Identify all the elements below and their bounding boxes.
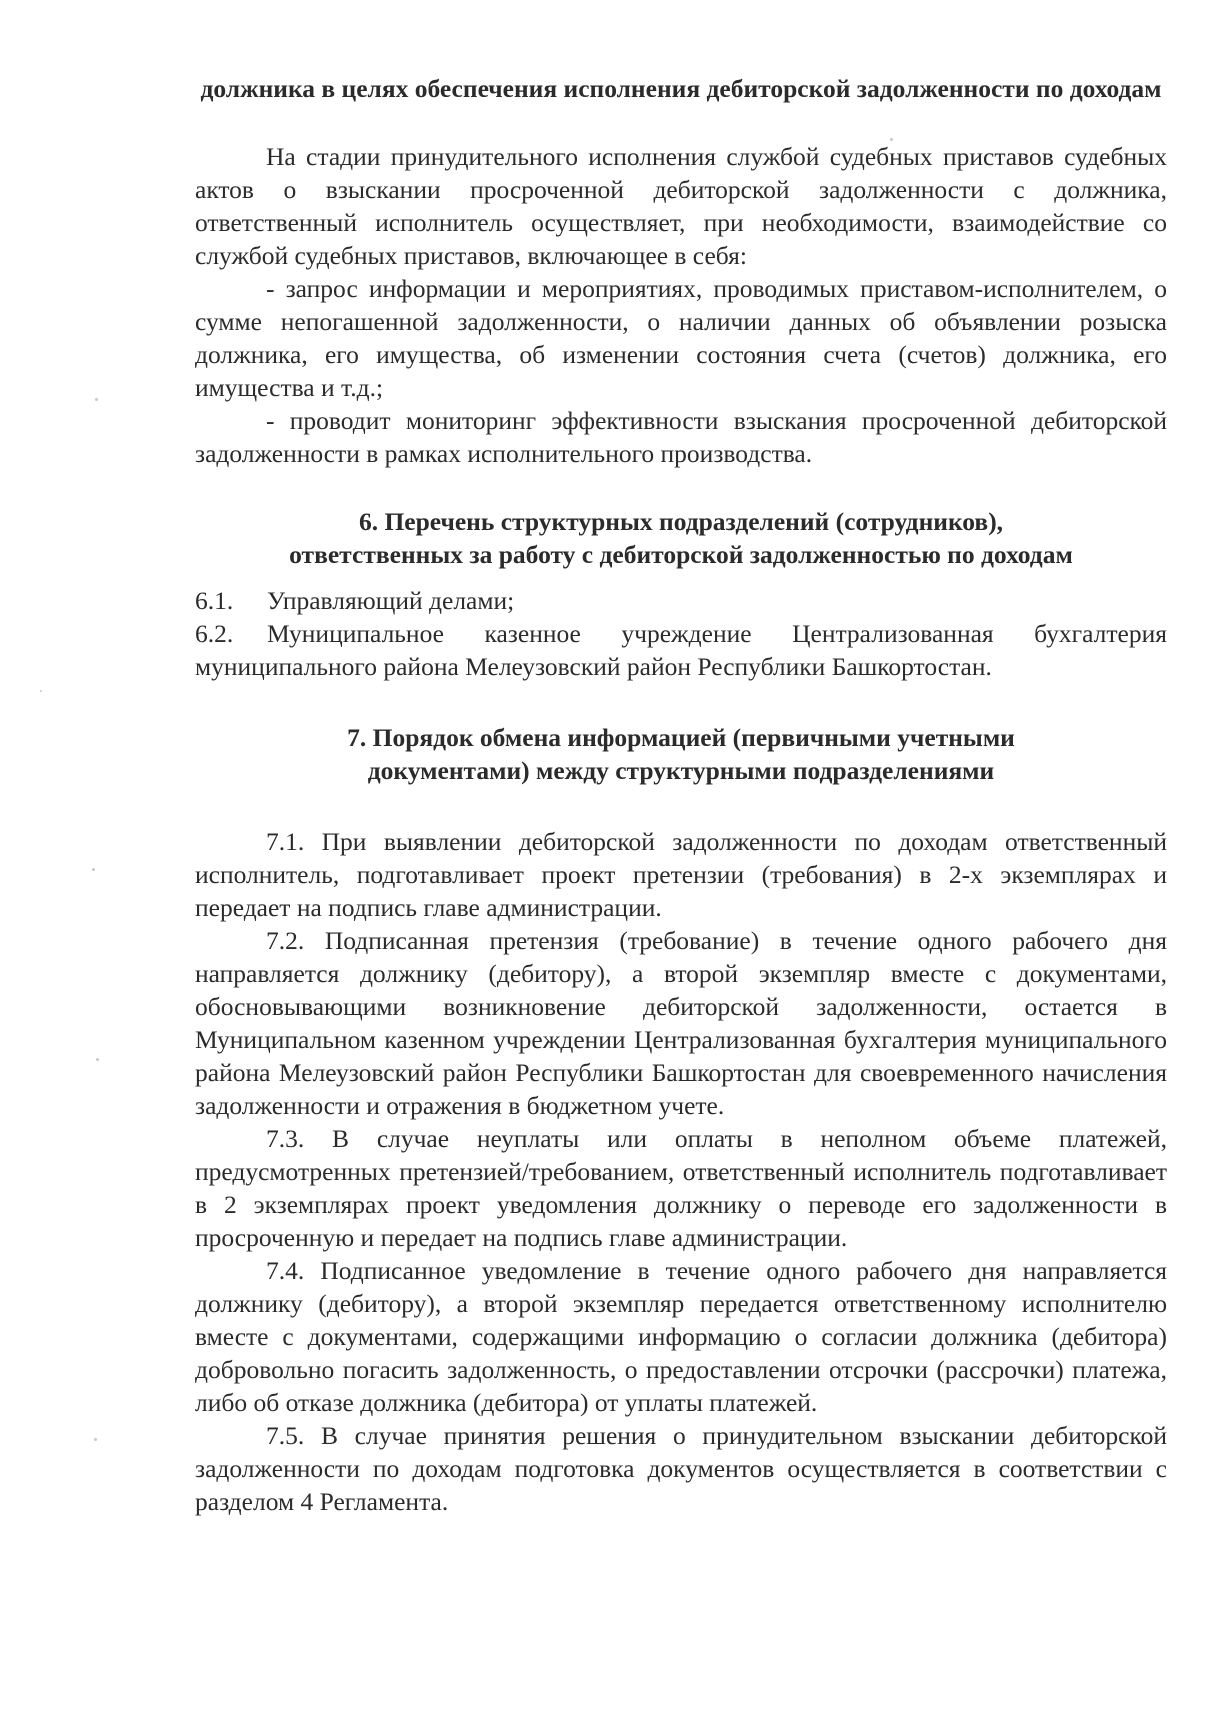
section-7-paragraph: 7.3. В случае неуплаты или оплаты в неполном объеме платежей, предусмотренных претензией/требованием, ответственный исполнитель подготавливает в 2 экземплярах проект уведомления должнику о переводе его задолженности в просроченную и передает на подпись главе администрации. <box>195 1124 1167 1252</box>
section-7-paragraph: 7.5. В случае принятия решения о принудительном взыскании дебиторской задолженности по доходам подготовка документов осуществляется в соответствии с разделом 4 Регламента. <box>195 1421 1167 1516</box>
scan-speck <box>94 1438 97 1441</box>
intro-paragraph: На стадии принудительного исполнения службой судебных приставов судебных актов о взыскании просроченной дебиторской задолженности с должника, ответственный исполнитель осуществляет, при необходимости, взаимодействие со службой судебных приставов, включающее в себя: <box>195 142 1167 270</box>
section-6-item <box>195 617 1167 683</box>
intro-paragraph: - запрос информации и мероприятиях, проводимых приставом-исполнителем, о сумме непогашенной задолженности, о наличии данных об объявлении розыска должника, его имущества, об изменении состояния счета (счетов) должника, его имущества и т.д.; <box>195 274 1167 402</box>
scan-speck <box>40 690 42 692</box>
section-6-heading <box>195 505 1167 571</box>
section-7-paragraph: 7.4. Подписанное уведомление в течение одного рабочего дня направляется должнику (дебитору), а второй экземпляр передается ответственному исполнителю вместе с документами, содержащими информацию о согласии должника (дебитора) добровольно погасить задолженность, о предоставлении отсрочки (рассрочки) платежа, либо об отказе должника (дебитора) от уплаты платежей. <box>195 1256 1167 1417</box>
scan-speck <box>96 1058 99 1061</box>
section-7-paragraph: 7.1. При выявлении дебиторской задолженности по доходам ответственный исполнитель, подготавливает проект претензии (требования) в 2-х экземплярах и передает на подпись главе администрации. <box>195 827 1167 922</box>
item-text: Управляющий делами; <box>267 586 515 615</box>
item-number: 6.1. <box>195 586 234 615</box>
intro-paragraph: - проводит мониторинг эффективности взыскания просроченной дебиторской задолженности в рамках исполнительного производства. <box>195 406 1167 468</box>
document-body <box>195 72 1167 1518</box>
item-number: 6.2. <box>195 619 234 648</box>
section-6-heading-line-1: 6. Перечень структурных подразделений (сотрудников), <box>358 507 1004 536</box>
item-text: Муниципальное казенное учреждение Централизованная бухгалтерия муниципального района Мелеузовский район Республики Башкортостан. <box>195 619 1167 681</box>
section-7-heading-line-1: 7. Порядок обмена информацией (первичными учетными <box>347 723 1015 752</box>
section-7-heading-line-2: документами) между структурными подразделениями <box>367 756 995 785</box>
section-7-paragraph: 7.2. Подписанная претензия (требование) в течение одного рабочего дня направляется должнику (дебитору), а второй экземпляр вместе с документами, обосновывающими возникновение дебиторской задолженности, остается в Муниципальном казенном учреждении Централизованная бухгалтерия муниципального района Мелеузовский район Республики Башкортостан для своевременного начисления задолженности и отражения в бюджетном учете. <box>195 926 1167 1120</box>
section-6-item <box>195 584 1167 617</box>
scan-speck <box>92 868 95 871</box>
scan-speck <box>95 398 98 401</box>
intro-heading: должника в целях обеспечения исполнения дебиторской задолженности по доходам <box>200 74 1162 103</box>
section-6-heading-line-2: ответственных за работу с дебиторской задолженностью по доходам <box>289 540 1073 569</box>
section-7-heading <box>195 721 1167 787</box>
